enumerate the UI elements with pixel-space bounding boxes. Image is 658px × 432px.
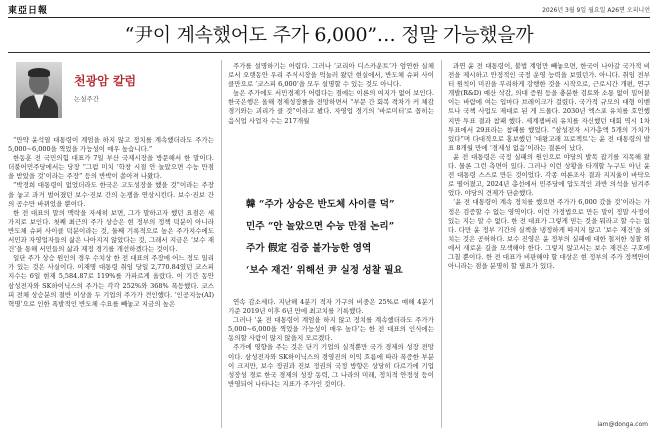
paragraph: 과연 윤 전 대통령이, 불법 계엄만 빼놓으면, 한국이 나아갈 국가적 비전을 제시하고 안정적인 국정 운영 능력을 보였던가. 아니다. 취임 전부터 원칙이 미진을 무리하게 강행한 것을 시작으로, 근로시간 개편, 연구개발(R&D) 예산 삭감, 의대 증원 등을 충분한 검토와 소통 없이 밀어붙이는 바람에 여는 입마다 브레이크가 걸렸다. 국가적 규모의 대형 이벤트나 국책 사업도 제대로 된 게 드물다. 2030년 엑스포 유치를 호언했지만 투표 결과 참패 했다. 세계잼버리 유치를 자신했던 대회 역시 1차 투표에서 29표라는 참패를 했었다. “삼성전자 시가총액 5개의 가치가 있다”며 다대적으로 홍보했던 ‘대왕고래 프로젝트’는 윤 전 대통령의 발표 8개월 만에 ‘경제성 없음’이라는 결론이 났다.	[448, 62, 650, 152]
column-3	[448, 62, 650, 418]
masthead-bar	[8, 3, 650, 18]
paragraph: ‘윤 전 대통령이 계속 정치를 했으면 주가가 6,000 갔을 것’이라는 가정은 검증할 수 없는 영역이다. 이런 가정법으로 만든 말이 정말 사정이 있는 지는 알 수 없다. 한 전 대표가 그렇게 믿는 것을 뭐라고 할 수는 없다. 다만 윤 정부 기간의 실책을 냉정하게 따지지 않고 ‘보수 재건’을 외치는 것은 공허하다. 보수 진영은 윤 정부의 실패에 대한 철저한 성찰 위에서 새로운 길을 모색해야 한다. 그렇지 않고서는 보수 재건은 구호에 그칠 뿐이다. 한 전 대표가 비판해야 할 대상은 현 정부의 주가 정책만이 아니라는 점을 분명히 할 필요가 있다.	[448, 198, 650, 271]
headline-divider	[8, 52, 650, 53]
paragraph: 주가에 영향을 주는 것은 단기 기업의 실적뿐만 국가 경제의 성장 전망이다. 삼성전자와 SK하이닉스의 경영진의 이익 흐름에 따라 폭증한 부분이 크지만, 보수 정권과 진보 정권의 국정 방향은 상당히 다르기에 기업 성장성 경로 한국 경제의 성장 동력, 그 나라의 미래, 정치적 안정성 등이 반영되어 나타나는 지표가 주가인 것이다.	[228, 343, 434, 388]
pull-quote-line: 주가 假定 검증 불가능한 영역	[246, 243, 372, 254]
pull-quote-line: ‘보수 재건’ 위해선 尹 실정 성찰 필요	[246, 265, 403, 276]
paragraph: 한 전 대표의 말의 맥락을 자세히 보면, 그가 말하고자 했던 요점은 세 가지로 보인다. 첫째 최근의 주가 상승은 현 정부의 정책 덕분이 아니라 반도체 슈퍼 사이클 덕분이라는 것, 둘째 기록적으로 높은 주가지수에도 서민과 자영업자들의 삶은 나아지지 않았다는 것, 그래서 지금은 ‘보수 재건’을 통해 서민들의 삶과 재정 경기를 개선하겠다는 것이다.	[8, 208, 214, 254]
column-2-top	[228, 62, 434, 186]
author-box	[8, 62, 208, 122]
paragraph: 그러나 ‘윤 전 대통령이 계엄을 하지 않고 정치를 계속했더라도 주가가 5,000∼6,000을 찍었을 가능성이 매우 높다’는 한 전 대표의 인식에는 동의할 사람이 많지 않을지 모르겠다.	[228, 316, 434, 343]
pull-quote-line: 민주 “안 놀았으면 수능 만점 논리”	[246, 221, 395, 232]
dateline: 2026년 3월 9일 월요일 A26면 오피니언	[542, 6, 650, 14]
paragraph: 높은 주가에도 서민경제가 어렵다는 점에는 이론의 여지가 없어 보인다. 한국은행은 올해 경제성장률을 전망하면서 “부문 간 회복 격차가 커 체감경기와는 괴리가 클 것”이라고 봤다. 자영업 경기의 ‘바로미터’로 꼽히는 음식업 사업자 수는 217개월	[228, 89, 434, 125]
author-position: 논설주간	[74, 95, 100, 103]
author-email: iam@donga.com	[597, 421, 648, 428]
paragraph: “만약 윤석열 대통령이 계엄을 하지 않고 정치를 계속했더라도 주가는 5,000∼6,000을 찍었을 가능성이 매우 높습니다.”	[8, 136, 214, 154]
paragraph: 연속 감소세다. 지난해 4분기 적자 가구의 비중은 25%로 매해 4분기 기준 2019년 이후 6년 만에 최고치를 기록했다.	[228, 298, 434, 316]
column-2-bottom	[228, 298, 434, 428]
author-portrait	[16, 62, 62, 118]
paragraph: 한동훈 전 국민의힘 대표가 7일 부산 국제시장을 방문해서 한 말이다. 더불어민주당에서는 당장 “그럼 미치 ‘학창 시절 안 놀았으면 수능 만점을 받았을 것’이라는 주장” 등의 반박이 쏟아져 나왔다.	[8, 154, 214, 181]
paragraph: “박정희 대통령이 없었더라도 한국은 고도성장을 했을 것”이라는 주장을 놓고 과거 벌어졌던 보수·진보 간의 논쟁을 연상시킨다. 보수·진보 간의 공수만 바뀌었을 뿐이다.	[8, 181, 214, 208]
paragraph: 주가를 설명하기는 어렵다. 그러나 ‘코리아 디스카운트’가 엄연한 실체로서 오랫동안 우리 주식시장을 억눌러 왔던 현실에서, 반도체 슈퍼 사이클만으로 ‘코스피 6,000’을 모두 설명할 수 있는 것도 아니다.	[228, 62, 434, 89]
column-title: 천광암 칼럼	[74, 74, 137, 88]
column-divider	[441, 60, 442, 428]
paragraph: 일단 주가 상승 원인의 경우 수치상 한 전 대표의 주장에 어느 정도 일리가 있는 것은 사실이다. 이재명 대통령 취임 당일 2,770.84였던 코스피 지수는 6일 현재 5,584.87로 119%를 가파르게 올랐다. 이 기간 동안 삼성전자와 SK하이닉스의 주가는 각각 252%와 368% 폭등했다. 코스피 전체 상승분의 절반 이상을 두 기업의 주가가 견인했다. ‘인공지능(AI) 혁명’으로 인한 폭발적인 반도체 수요를 빼놓고 지금의 높은	[8, 254, 214, 308]
pull-quote-line: 韓 “주가 상승은 반도체 사이클 덕”	[246, 199, 395, 210]
page-headline: “尹이 계속했어도 주가 6,000”… 정말 가능했을까	[124, 24, 534, 46]
paragraph: 윤 전 대통령은 국정 실패의 원인으로 야당의 발목 잡기를 지목해 왔다. 물론 그런 측면이 있다. 그러나 이런 상황을 타개할 누구도 아닌 윤 전 대통령 스스로 만든 것이었다. 각종 여론조사 결과 지지율이 바닥으로 떨어졌고, 2024년 총선에서 민주당에 압도적인 과반 의석을 넘겨주었다. 야당의 견제가 단순했다.	[448, 152, 650, 198]
column-divider	[221, 60, 222, 428]
newspaper-logo: 東亞日報	[8, 5, 49, 16]
column-1	[8, 136, 214, 430]
pull-quote	[236, 190, 454, 298]
